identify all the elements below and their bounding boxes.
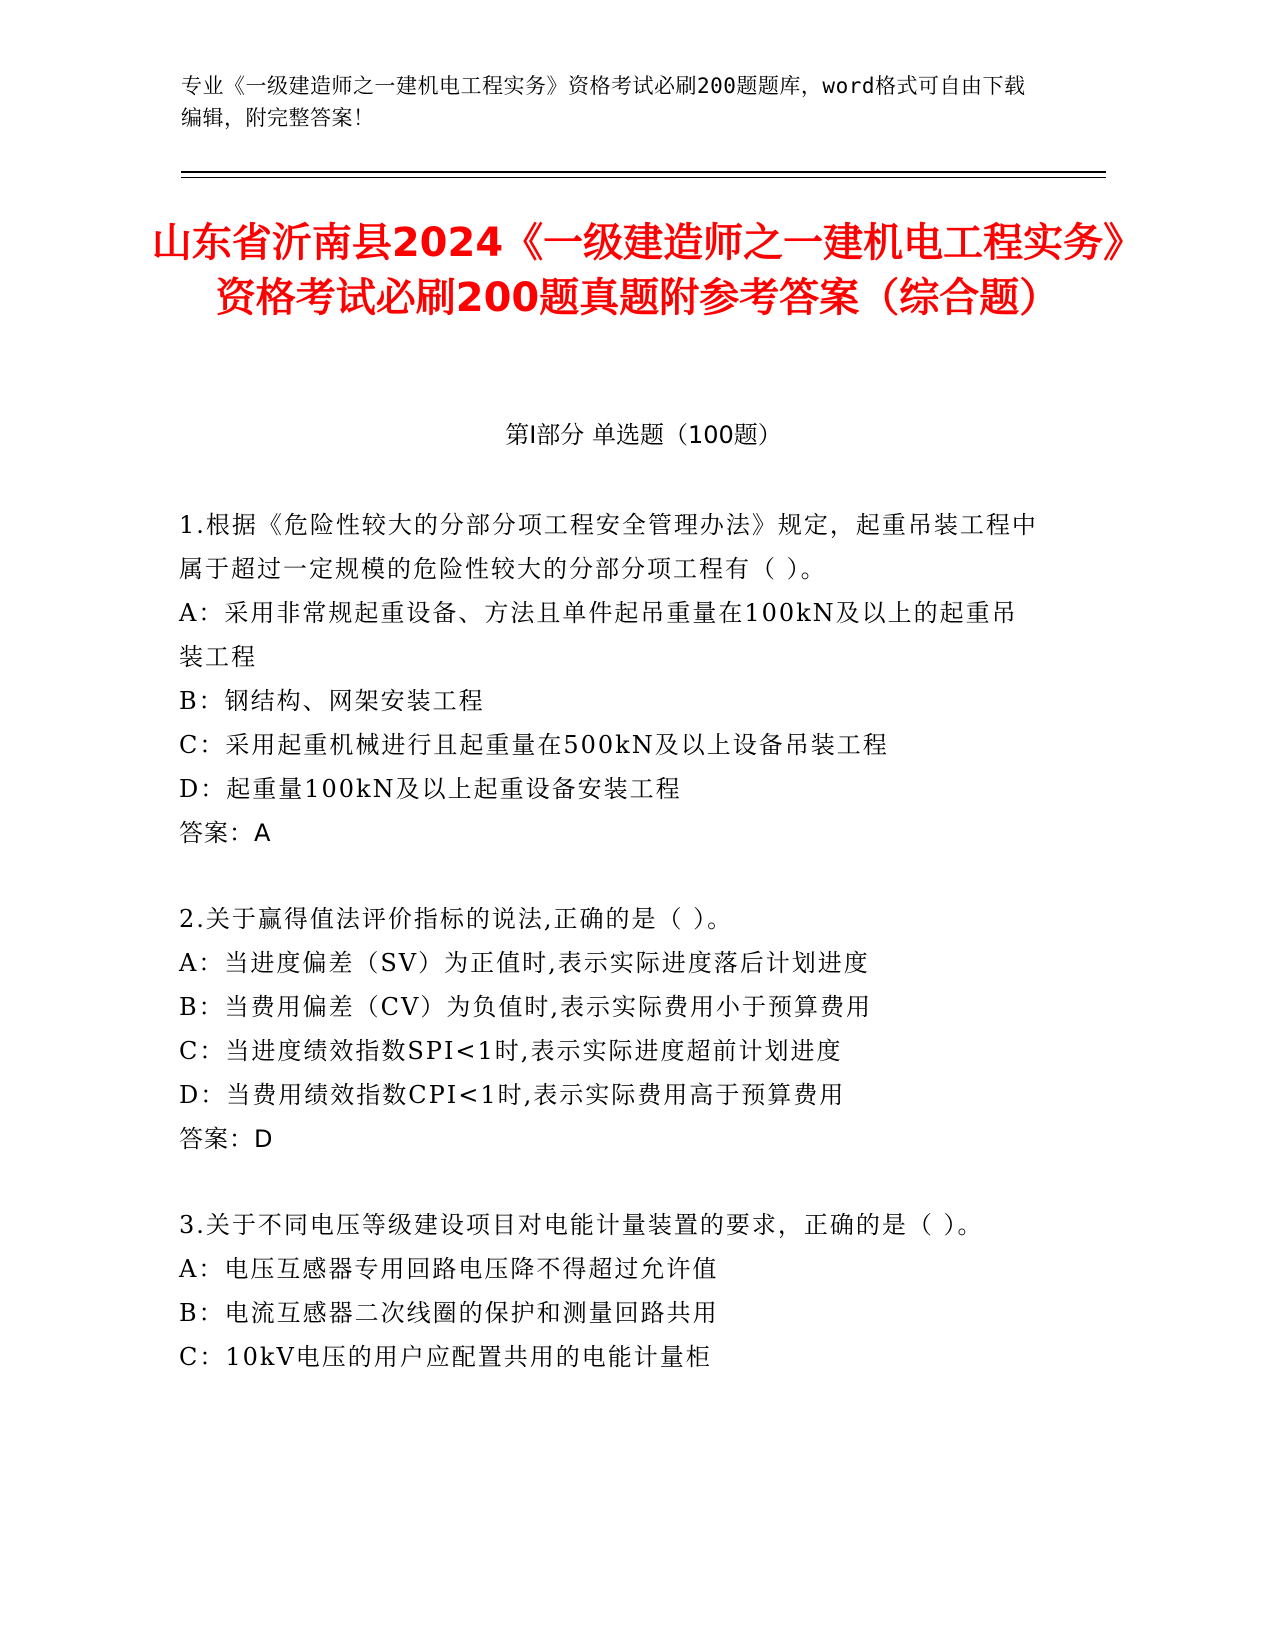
option-a: A：当进度偏差（SV）为正值时,表示实际进度落后计划进度 <box>179 949 870 977</box>
option-b: B：电流互感器二次线圈的保护和测量回路共用 <box>179 1299 719 1327</box>
option-d: D：起重量100kN及以上起重设备安装工程 <box>179 775 682 803</box>
section-title: 第I部分 单选题（100题） <box>505 421 782 449</box>
question-2 <box>179 897 1039 1161</box>
question-stem: 3.关于不同电压等级建设项目对电能计量装置的要求，正确的是（ ）。 <box>179 1211 984 1239</box>
question-stem: 2.关于赢得值法评价指标的说法,正确的是（ ）。 <box>179 905 734 933</box>
header-rule-thick <box>181 171 1106 173</box>
header-rule-thin <box>181 177 1106 178</box>
document-title: 山东省沂南县2024《一级建造师之一建机电工程实务》资格考试必刷200题真题附参考答案（综合题） <box>151 220 1124 321</box>
header-note: 专业《一级建造师之一建机电工程实务》资格考试必刷200题题库，word格式可自由下载编辑，附完整答案！ <box>181 74 1026 130</box>
answer: 答案：D <box>179 1125 274 1153</box>
option-d: D：当费用绩效指数CPI<1时,表示实际费用高于预算费用 <box>179 1081 846 1109</box>
option-b: B：钢结构、网架安装工程 <box>179 687 485 715</box>
option-a: A：采用非常规起重设备、方法且单件起吊重量在100kN及以上的起重吊装工程 <box>179 599 1018 671</box>
question-3 <box>179 1203 1039 1379</box>
question-stem: 1.根据《危险性较大的分部分项工程安全管理办法》规定，起重吊装工程中属于超过一定规模的危险性较大的分部分项工程有（ ）。 <box>179 511 1038 583</box>
option-b: B：当费用偏差（CV）为负值时,表示实际费用小于预算费用 <box>179 993 872 1021</box>
option-c: C：10kV电压的用户应配置共用的电能计量柜 <box>179 1343 712 1371</box>
question-list <box>179 503 1039 1421</box>
option-c: C：采用起重机械进行且起重量在500kN及以上设备吊装工程 <box>179 731 889 759</box>
answer: 答案：A <box>179 819 272 847</box>
option-c: C：当进度绩效指数SPI<1时,表示实际进度超前计划进度 <box>179 1037 843 1065</box>
option-a: A：电压互感器专用回路电压降不得超过允许值 <box>179 1255 719 1283</box>
question-1 <box>179 503 1039 855</box>
